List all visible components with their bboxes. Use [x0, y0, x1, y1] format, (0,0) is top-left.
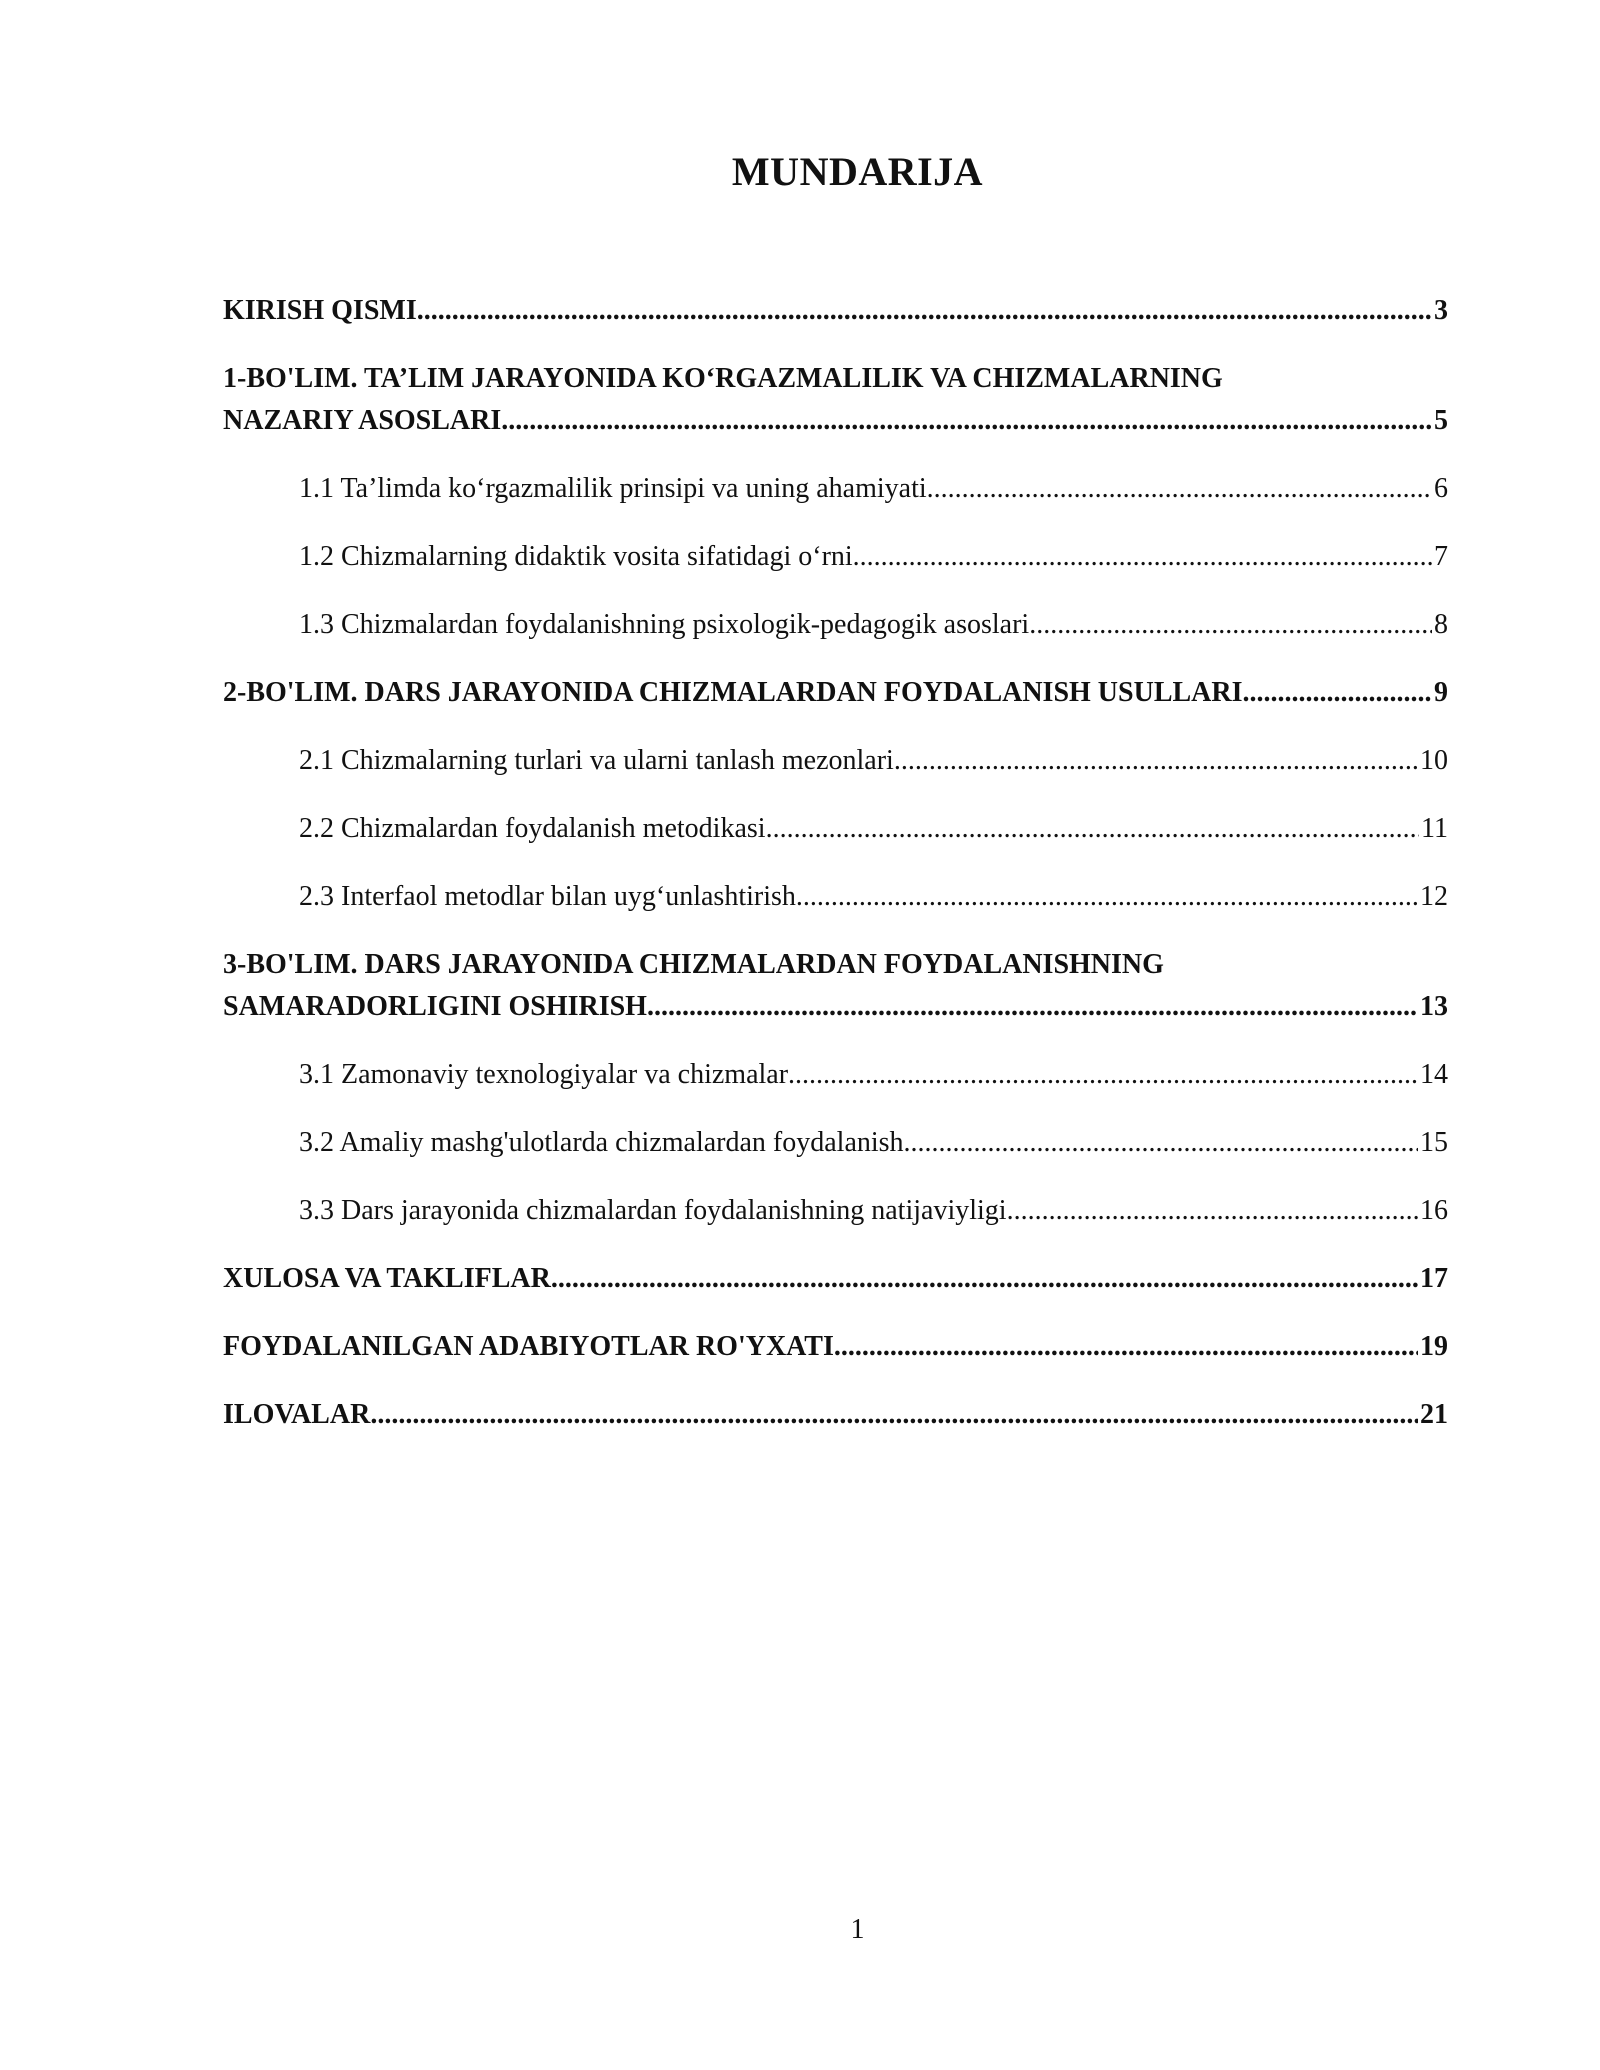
toc-entry-page: 14	[1420, 1059, 1448, 1090]
toc-leader-dots	[1007, 1190, 1418, 1232]
toc-entry-page: 19	[1420, 1331, 1448, 1362]
toc-leader-dots	[766, 808, 1419, 850]
toc-entry-section-2	[223, 672, 1448, 714]
toc-entry-title-line2-row	[223, 986, 1448, 1028]
toc-entry-section-1	[223, 358, 1448, 442]
toc-entry-page: 5	[1434, 405, 1448, 436]
toc-leader-dots	[853, 536, 1432, 578]
toc-entry-2-1	[223, 740, 1448, 782]
toc-entry-ilovalar	[223, 1394, 1448, 1436]
toc-entry-1-1	[223, 468, 1448, 510]
toc-entry-page: 3	[1434, 295, 1448, 326]
toc-entry-section-3	[223, 944, 1448, 1028]
toc-entry-page: 13	[1420, 991, 1448, 1022]
toc-entry-page: 11	[1421, 813, 1448, 844]
toc-entry-page: 9	[1434, 677, 1448, 708]
toc-leader-dots	[647, 986, 1418, 1028]
toc-entry-title: 2.1 Chizmalarning turlari va ularni tanlash mezonlari	[299, 745, 894, 776]
toc-entry-page: 12	[1420, 881, 1448, 912]
toc-entry-title: 2.2 Chizmalardan foydalanish metodikasi	[299, 813, 766, 844]
toc-leader-dots	[1029, 604, 1432, 646]
toc-entry-title: XULOSA VA TAKLIFLAR	[223, 1263, 551, 1294]
toc-entry-page: 17	[1420, 1263, 1448, 1294]
toc-entry-adabiyotlar	[223, 1326, 1448, 1368]
toc-entry-page: 15	[1420, 1127, 1448, 1158]
toc-entry-page: 10	[1420, 745, 1448, 776]
toc-entry-3-1	[223, 1054, 1448, 1096]
toc-entry-2-2	[223, 808, 1448, 850]
toc-entry-title: ILOVALAR	[223, 1399, 371, 1430]
toc-leader-dots	[501, 400, 1432, 442]
toc-entry-title: 2.3 Interfaol metodlar bilan uyg‘unlashtirish	[299, 881, 796, 912]
toc-leader-dots	[1243, 672, 1432, 714]
toc-entry-title-line1: 1-BO'LIM. TA’LIM JARAYONIDA KO‘RGAZMALILIK VA CHIZMALARNING	[223, 363, 1223, 394]
toc-entry-1-2	[223, 536, 1448, 578]
toc-entry-title: 1.2 Chizmalarning didaktik vosita sifatidagi o‘rni	[299, 541, 853, 572]
toc-entry-xulosa	[223, 1258, 1448, 1300]
toc-leader-dots	[788, 1054, 1418, 1096]
toc-entry-title-line1: 3-BO'LIM. DARS JARAYONIDA CHIZMALARDAN FOYDALANISHNING	[223, 949, 1164, 980]
toc-leader-dots	[927, 468, 1432, 510]
toc-entry-title: FOYDALANILGAN ADABIYOTLAR RO'YXATI	[223, 1331, 834, 1362]
page-number: 1	[850, 1914, 865, 1945]
toc-entry-title: 2-BO'LIM. DARS JARAYONIDA CHIZMALARDAN FOYDALANISH USULLARI	[223, 677, 1243, 708]
toc-leader-dots	[904, 1122, 1418, 1164]
toc-entry-3-3	[223, 1190, 1448, 1232]
toc-entry-2-3	[223, 876, 1448, 918]
toc-leader-dots	[834, 1326, 1418, 1368]
toc-entry-page: 7	[1434, 541, 1448, 572]
toc-leader-dots	[551, 1258, 1418, 1300]
toc-leader-dots	[417, 290, 1432, 332]
toc-entry-title-line2-row	[223, 400, 1448, 442]
toc-entry-title: KIRISH QISMI	[223, 295, 417, 326]
toc-entry-3-2	[223, 1122, 1448, 1164]
page-title: MUNDARIJA	[731, 149, 984, 194]
toc-entry-title: 3.2 Amaliy mashg'ulotlarda chizmalardan foydalanish	[299, 1127, 904, 1158]
toc-leader-dots	[894, 740, 1418, 782]
toc-entry-title-line2: NAZARIY ASOSLARI	[223, 405, 502, 436]
toc-entry-title: 3.3 Dars jarayonida chizmalardan foydalanishning natijaviyligi	[299, 1195, 1007, 1226]
toc-entry-page: 21	[1420, 1399, 1448, 1430]
toc-leader-dots	[370, 1394, 1418, 1436]
toc-entry-page: 6	[1434, 473, 1448, 504]
toc-entry-title: 1.3 Chizmalardan foydalanishning psixologik-pedagogik asoslari	[299, 609, 1030, 640]
toc-entry-1-3	[223, 604, 1448, 646]
toc-entry-title-line2: SAMARADORLIGINI OSHIRISH	[223, 991, 647, 1022]
toc-entry-title: 3.1 Zamonaviy texnologiyalar va chizmalar	[299, 1059, 789, 1090]
toc-entry-title: 1.1 Ta’limda ko‘rgazmalilik prinsipi va uning ahamiyati	[299, 473, 927, 504]
toc-entry-page: 16	[1420, 1195, 1448, 1226]
table-of-contents	[223, 290, 1448, 1462]
toc-entry-page: 8	[1434, 609, 1448, 640]
toc-leader-dots	[796, 876, 1418, 918]
toc-entry-kirish	[223, 290, 1448, 332]
